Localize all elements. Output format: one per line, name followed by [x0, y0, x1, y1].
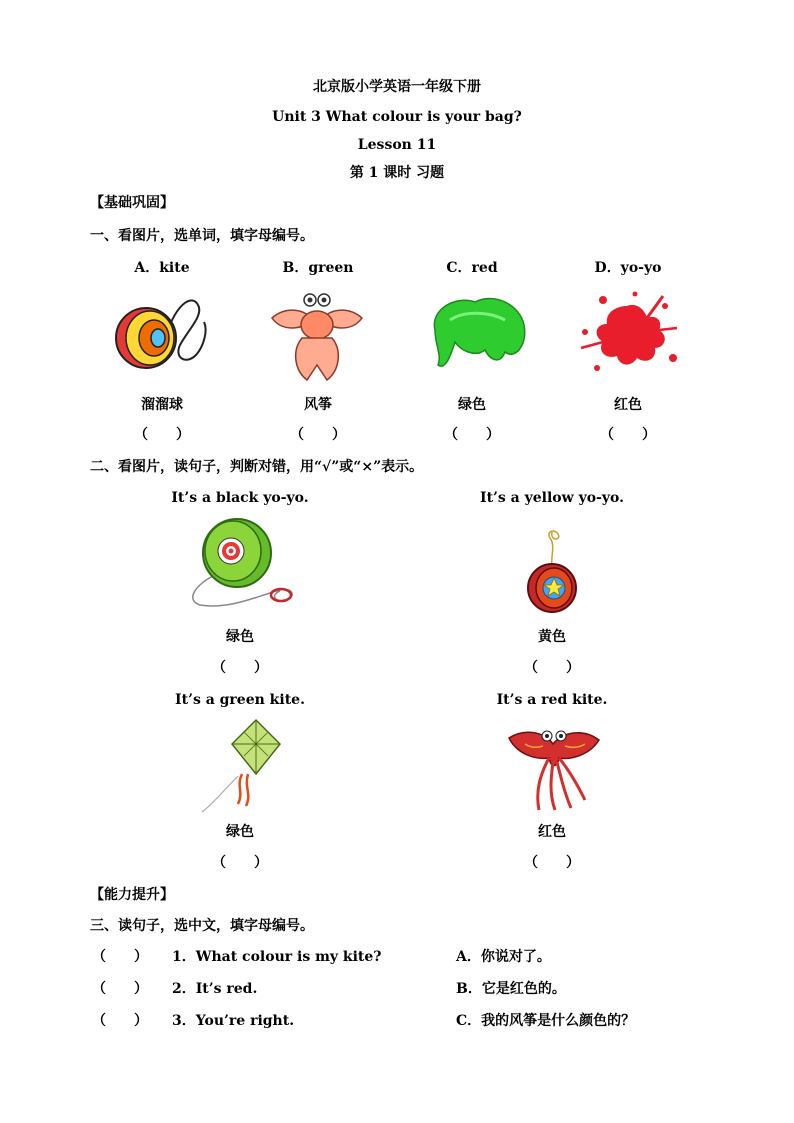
caption-2: 黄色: [538, 629, 566, 645]
judge-blank[interactable]: （ ）: [524, 855, 580, 871]
section1-instruction: 一、看图片，选单词，填字母编号。: [90, 228, 314, 244]
answer-blank[interactable]: （ ）: [444, 427, 500, 443]
caption-red: 红色: [614, 397, 642, 413]
section-heading-advanced: 【能力提升】: [90, 887, 174, 903]
yoyo-picture: [108, 290, 218, 380]
match-blank[interactable]: （ ）: [92, 981, 148, 997]
option-b: B．green: [282, 260, 354, 276]
question-3: 3．You’re right.: [172, 1013, 295, 1029]
answer-blank[interactable]: （ ）: [290, 427, 346, 443]
unit-title: Unit 3 What colour is your bag?: [272, 109, 522, 125]
red-splat-picture: [575, 288, 680, 380]
match-blank[interactable]: （ ）: [92, 1013, 148, 1029]
green-paint-picture: [420, 290, 530, 382]
section2-instruction: 二、看图片，读句子，判断对错，用“√”或“×”表示。: [90, 459, 424, 475]
match-blank[interactable]: （ ）: [92, 949, 148, 965]
doc-title: 北京版小学英语一年级下册: [313, 79, 481, 95]
caption-3: 绿色: [226, 824, 254, 840]
sentence-4: It’s a red kite.: [496, 692, 608, 708]
option-a: A．kite: [134, 260, 190, 276]
caption-kite: 风筝: [304, 397, 332, 413]
option-d: D．yo-yo: [594, 260, 662, 276]
answer-b: B．它是红色的。: [456, 981, 566, 997]
green-kite-picture: [198, 716, 288, 816]
period-title: 第 1 课时 习题: [349, 165, 445, 181]
section-heading-basic: 【基础巩固】: [90, 195, 174, 211]
caption-1: 绿色: [226, 629, 254, 645]
answer-a: A．你说对了。: [456, 949, 551, 965]
green-yoyo-picture: [185, 515, 300, 615]
caption-4: 红色: [538, 824, 566, 840]
red-yoyo-picture: [520, 526, 586, 616]
red-fish-kite-picture: [505, 718, 603, 813]
sentence-2: It’s a yellow yo-yo.: [480, 490, 624, 506]
answer-blank[interactable]: （ ）: [134, 427, 190, 443]
judge-blank[interactable]: （ ）: [524, 660, 580, 676]
judge-blank[interactable]: （ ）: [212, 855, 268, 871]
option-c: C．red: [446, 260, 498, 276]
sentence-1: It’s a black yo-yo.: [171, 490, 309, 506]
question-2: 2．It’s red.: [172, 981, 258, 997]
question-1: 1．What colour is my kite?: [172, 949, 382, 965]
answer-c: C．我的风筝是什么颜色的？: [456, 1013, 636, 1029]
caption-green: 绿色: [458, 397, 486, 413]
section3-instruction: 三、读句子，选中文，填字母编号。: [90, 918, 314, 934]
sentence-3: It’s a green kite.: [175, 692, 305, 708]
caption-yoyo: 溜溜球: [141, 397, 183, 413]
judge-blank[interactable]: （ ）: [212, 660, 268, 676]
lesson-title: Lesson 11: [357, 137, 437, 153]
goldfish-kite-picture: [262, 290, 372, 382]
answer-blank[interactable]: （ ）: [600, 427, 656, 443]
